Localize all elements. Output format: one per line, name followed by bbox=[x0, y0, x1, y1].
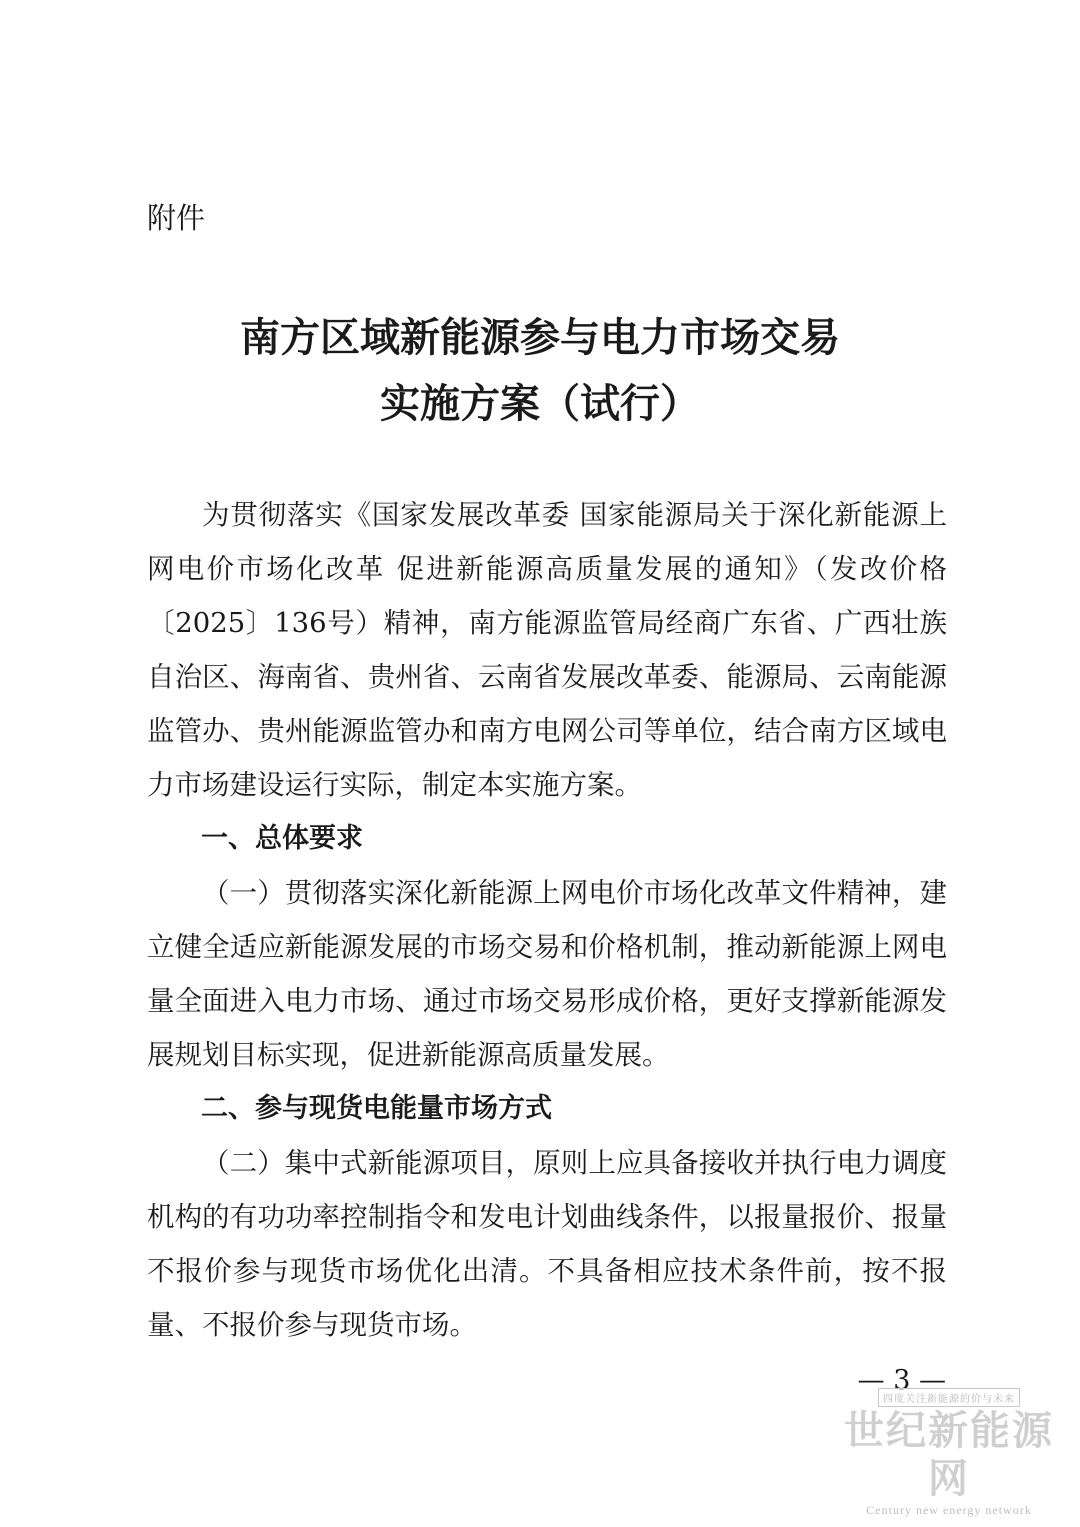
watermark-logo bbox=[836, 1387, 1062, 1517]
page-number: — 3 — bbox=[857, 1365, 946, 1396]
clause-1-paragraph: （一）贯彻落实深化新能源上网电价市场化改革文件精神，建立健全适应新能源发展的市场交易和价格机制，推动新能源上网电量全面进入电力市场、通过市场交易形成价格，更好支撑新能源发展规划目标实现，促进新能源高质量发展。 bbox=[147, 877, 947, 1071]
watermark-brand: 世纪新能源网 bbox=[844, 1408, 1054, 1502]
watermark-english: Century new energy network bbox=[866, 1503, 1032, 1517]
section-heading-spot-market: 二、参与现货电能量市场方式 bbox=[201, 1093, 552, 1124]
intro-paragraph: 为贯彻落实《国家发展改革委 国家能源局关于深化新能源上网电价市场化改革 促进新能源高质量发展的通知》（发改价格〔2025〕136号）精神，南方能源监管局经商广东省、广西壮族自治区、海南省、贵州省、云南省发展改革委、能源局、云南能源监管办、贵州能源监管办和南方电网公司等单位，结合南方区域电力市场建设运行实际，制定本实施方案。 bbox=[147, 499, 947, 801]
document-body bbox=[147, 488, 947, 1352]
document-title bbox=[0, 305, 1080, 437]
section-heading-general-requirements: 一、总体要求 bbox=[201, 823, 363, 854]
document-title-line-2: 实施方案（试行） bbox=[380, 381, 700, 427]
clause-2-paragraph: （二）集中式新能源项目，原则上应具备接收并执行电力调度机构的有功功率控制指令和发电计划曲线条件，以报量报价、报量不报价参与现货市场优化出清。不具备相应技术条件前，按不报量、不报价参与现货市场。 bbox=[147, 1147, 947, 1341]
attachment-label: 附件 bbox=[147, 201, 206, 235]
document-title-line-1: 南方区域新能源参与电力市场交易 bbox=[240, 315, 840, 361]
watermark-tagline: 四度关注新能源的价与未来 bbox=[878, 1388, 1020, 1407]
